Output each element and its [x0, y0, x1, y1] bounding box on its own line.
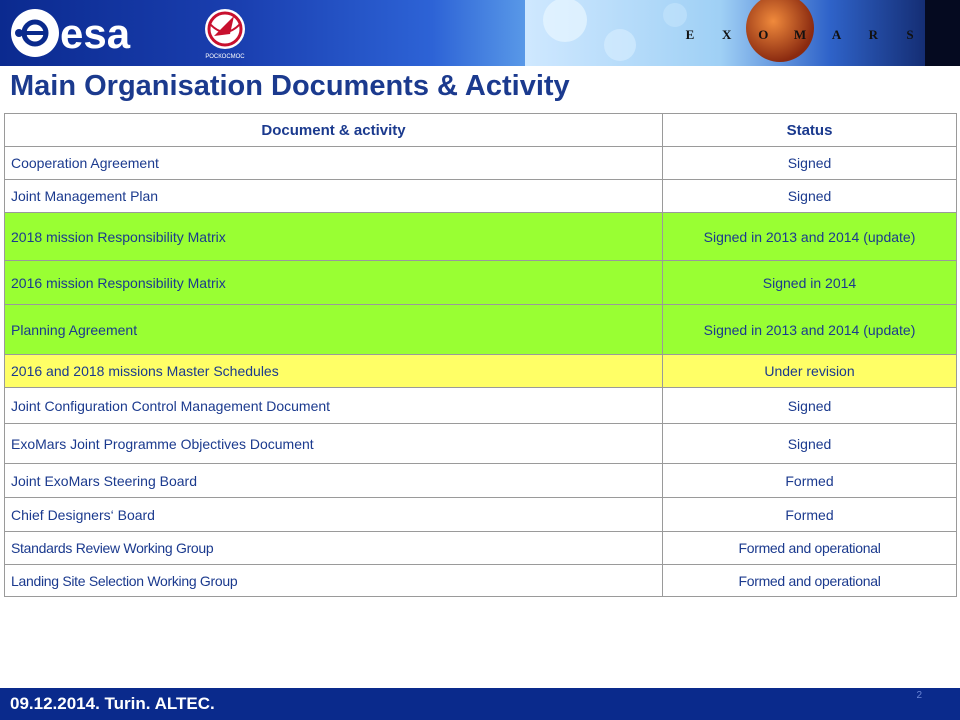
- exomars-letter: E: [685, 27, 695, 42]
- table-row: [5, 305, 957, 355]
- svg-text:esa: esa: [60, 10, 131, 57]
- activity-cell: 2018 mission Responsibility Matrix: [5, 213, 663, 261]
- activity-cell: Cooperation Agreement: [5, 147, 663, 180]
- documents-table: [4, 113, 957, 597]
- status-cell: Signed: [663, 180, 957, 213]
- activity-cell: Landing Site Selection Working Group: [5, 565, 663, 597]
- table-row: [5, 532, 957, 565]
- page-number: 2: [916, 690, 922, 701]
- activity-cell: Planning Agreement: [5, 305, 663, 355]
- exomars-letter: S: [906, 27, 914, 42]
- activity-cell: ExoMars Joint Programme Objectives Document: [5, 424, 663, 464]
- activity-cell: Joint Configuration Control Management Document: [5, 388, 663, 424]
- header-banner: [0, 0, 960, 66]
- status-cell: Formed and operational: [663, 532, 957, 565]
- table-row: [5, 565, 957, 597]
- exomars-letter: M: [793, 27, 807, 42]
- status-cell: Signed: [663, 388, 957, 424]
- svg-text:РОСКОСМОС: РОСКОСМОС: [205, 54, 245, 60]
- roscosmos-logo: [196, 4, 254, 62]
- footer-date-location: 09.12.2014. Turin. ALTEC.: [10, 694, 215, 713]
- header-document-activity: Document & activity: [5, 114, 663, 147]
- table-row: [5, 424, 957, 464]
- page-title: Main Organisation Documents & Activity: [10, 70, 570, 102]
- table-row: [5, 180, 957, 213]
- table-row: [5, 261, 957, 305]
- status-cell: Signed in 2013 and 2014 (update): [663, 305, 957, 355]
- status-cell: Formed and operational: [663, 565, 957, 597]
- status-cell: Signed: [663, 424, 957, 464]
- table-row: [5, 464, 957, 498]
- exomars-letter: A: [831, 27, 842, 42]
- exomars-letter: R: [868, 27, 878, 42]
- status-cell: Formed: [663, 464, 957, 498]
- activity-cell: Joint ExoMars Steering Board: [5, 464, 663, 498]
- activity-cell: Standards Review Working Group: [5, 532, 663, 565]
- table-row: [5, 213, 957, 261]
- status-cell: Signed: [663, 147, 957, 180]
- esa-logo: [8, 6, 158, 60]
- table-header-row: [5, 114, 957, 147]
- table-row: [5, 388, 957, 424]
- status-cell: Under revision: [663, 355, 957, 388]
- activity-cell: 2016 mission Responsibility Matrix: [5, 261, 663, 305]
- exomars-letter: X: [721, 27, 732, 42]
- status-cell: Signed in 2013 and 2014 (update): [663, 213, 957, 261]
- exomars-wordmark: [680, 27, 920, 47]
- exomars-letter: O: [758, 27, 769, 42]
- footer-bar: [0, 688, 960, 720]
- table-row: [5, 147, 957, 180]
- activity-cell: 2016 and 2018 missions Master Schedules: [5, 355, 663, 388]
- table-row: [5, 498, 957, 532]
- activity-cell: Joint Management Plan: [5, 180, 663, 213]
- status-cell: Formed: [663, 498, 957, 532]
- table-row: [5, 355, 957, 388]
- header-status: Status: [663, 114, 957, 147]
- status-cell: Signed in 2014: [663, 261, 957, 305]
- activity-cell: Chief Designers‘ Board: [5, 498, 663, 532]
